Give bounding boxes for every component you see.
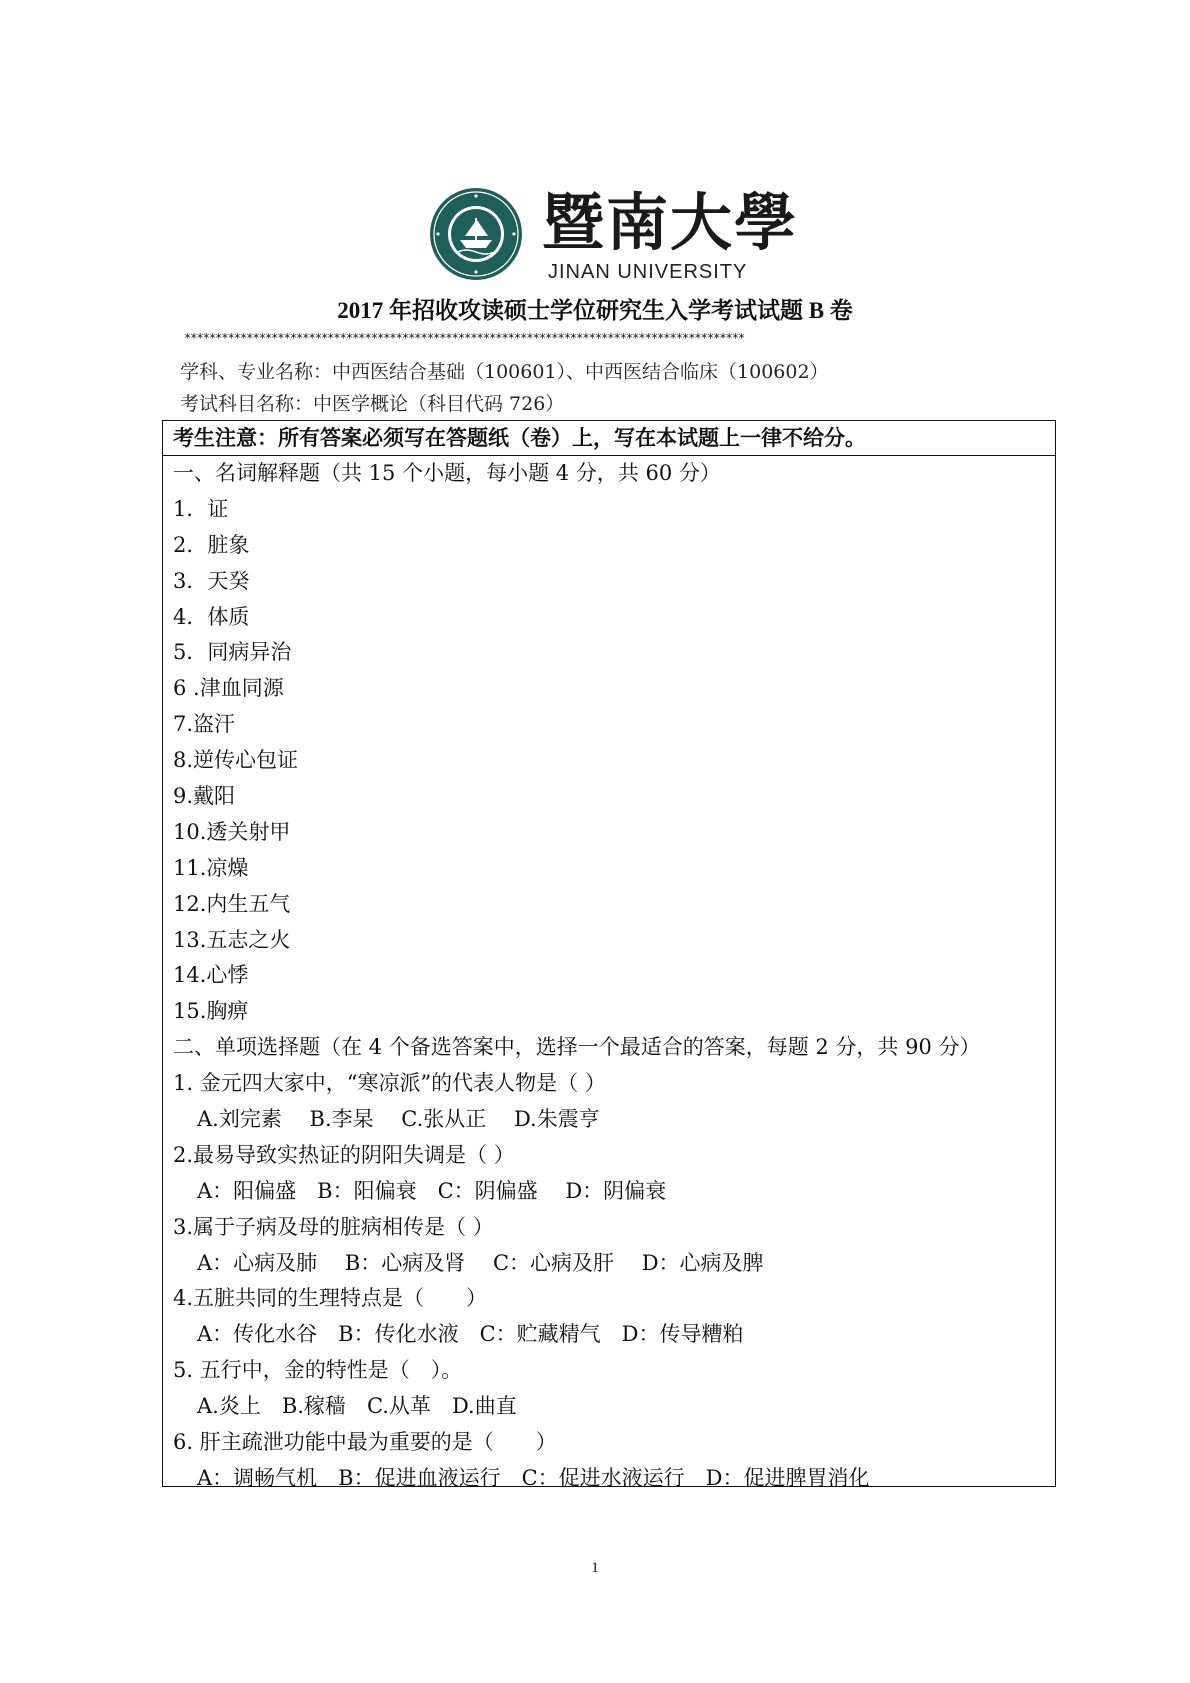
term-item: 10.透关射甲 bbox=[173, 819, 291, 844]
question-options: A.炎上 B.稼穑 C.从革 D.曲直 bbox=[197, 1394, 517, 1419]
question-list bbox=[163, 456, 1055, 1497]
course-line: 考试科目名称：中医学概论（科目代码 726） bbox=[180, 393, 565, 415]
term-item: 4．体质 bbox=[173, 604, 250, 629]
term-item: 6 .津血同源 bbox=[173, 676, 284, 701]
page-number: 1 bbox=[591, 1560, 599, 1576]
question-options: A：心病及肺 B：心病及肾 C：心病及肝 D：心病及脾 bbox=[197, 1250, 764, 1275]
term-item: 2．脏象 bbox=[173, 532, 250, 557]
term-item: 14.心悸 bbox=[173, 963, 249, 988]
section-heading: 一、名词解释题（共 15 个小题，每小题 4 分，共 60 分） bbox=[173, 461, 721, 485]
term-item: 15.胸痹 bbox=[173, 999, 249, 1024]
exam-title: 2017 年招收攻读硕士学位研究生入学考试试题 B 卷 bbox=[337, 298, 853, 323]
term-item: 9.戴阳 bbox=[173, 784, 236, 809]
question-stem: 2.最易导致实热证的阴阳失调是（ ） bbox=[173, 1142, 515, 1167]
university-seal-icon bbox=[428, 186, 524, 282]
question-stem: 1. 金元四大家中，“寒凉派”的代表人物是（ ） bbox=[173, 1071, 606, 1096]
question-options: A.刘完素 B.李杲 C.张从正 D.朱震亨 bbox=[197, 1107, 600, 1132]
term-item: 3．天癸 bbox=[173, 568, 250, 593]
section-heading: 二、单项选择题（在 4 个备选答案中，选择一个最适合的答案，每题 2 分，共 90 分） bbox=[173, 1035, 981, 1060]
question-stem: 3.属于子病及母的脏病相传是（ ） bbox=[173, 1214, 494, 1239]
question-box bbox=[162, 420, 1056, 1490]
term-item: 11.凉燥 bbox=[173, 855, 249, 880]
question-stem: 6. 肝主疏泄功能中最为重要的是（ ） bbox=[173, 1430, 557, 1455]
term-item: 5．同病异治 bbox=[173, 640, 292, 665]
question-stem: 4.五脏共同的生理特点是（ ） bbox=[173, 1286, 488, 1311]
subject-line: 学科、专业名称：中西医结合基础（100601）、中西医结合临床（100602） bbox=[180, 361, 829, 383]
university-name-cn: 暨南大學 bbox=[542, 186, 799, 259]
term-item: 13.五志之火 bbox=[173, 927, 291, 952]
separator-line: ****************************************************************************************** bbox=[184, 331, 745, 345]
university-name-en: JINAN UNIVERSITY bbox=[548, 261, 748, 283]
question-options: A：传化水谷 B：传化水液 C：贮藏精气 D：传导糟粕 bbox=[197, 1322, 744, 1347]
university-logo bbox=[428, 186, 799, 286]
candidate-notice: 考生注意：所有答案必须写在答题纸（卷）上，写在本试题上一律不给分。 bbox=[163, 421, 1055, 456]
question-stem: 5. 五行中，金的特性是（ ）。 bbox=[173, 1358, 463, 1383]
question-options: A：阳偏盛 B：阳偏衰 C：阴偏盛 D：阴偏衰 bbox=[197, 1178, 667, 1203]
term-item: 12.内生五气 bbox=[173, 891, 291, 916]
question-options: A：调畅气机 B：促进血液运行 C：促进水液运行 D：促进脾胃消化 bbox=[197, 1465, 870, 1490]
term-item: 7.盗汗 bbox=[173, 712, 236, 737]
term-item: 1．证 bbox=[173, 496, 229, 521]
university-wordmark bbox=[542, 186, 799, 286]
term-item: 8.逆传心包证 bbox=[173, 748, 299, 773]
